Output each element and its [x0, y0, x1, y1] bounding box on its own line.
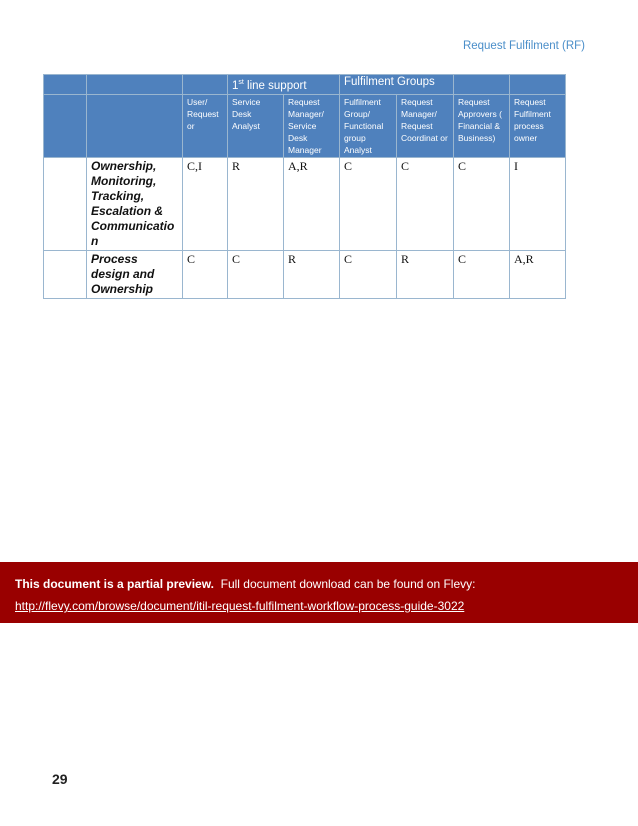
banner-message	[15, 577, 475, 591]
raci-value-cell: R	[397, 250, 454, 298]
raci-value-cell: I	[510, 157, 566, 250]
table-row	[44, 250, 566, 298]
raci-value-cell: C	[340, 157, 397, 250]
role-header-cell: Request Approvers ( Financial & Business)	[454, 94, 510, 157]
group-header-first-line-support: 1st line support	[228, 75, 340, 95]
page-header-title: Request Fulfilment (RF)	[462, 40, 585, 52]
banner-text: Full document download can be found on Flevy:	[220, 577, 476, 591]
row-blank-cell	[44, 250, 87, 298]
raci-value-cell: C	[183, 250, 228, 298]
raci-value-cell: C,I	[183, 157, 228, 250]
header-blank-cell	[87, 94, 183, 157]
banner-bold-text: This document is a partial preview.	[15, 577, 214, 591]
process-cell: Ownership, Monitoring, Tracking, Escalation & Communicatio n	[87, 157, 183, 250]
raci-value-cell: C	[454, 157, 510, 250]
role-header-cell: User/ Request or	[183, 94, 228, 157]
raci-value-cell: C	[454, 250, 510, 298]
header-blank-cell	[44, 75, 87, 95]
header-blank-cell	[87, 75, 183, 95]
preview-banner	[0, 562, 638, 623]
raci-value-cell: C	[397, 157, 454, 250]
row-blank-cell	[44, 157, 87, 250]
role-header-cell: Request Fulfilment process owner	[510, 94, 566, 157]
table-row	[44, 157, 566, 250]
header-blank-cell	[510, 75, 566, 95]
raci-table	[43, 74, 566, 299]
flevy-download-link[interactable]: http://flevy.com/browse/document/itil-request-fulfilment-workflow-process-guide-3022	[15, 599, 465, 613]
page-number: 29	[52, 771, 68, 787]
role-header-cell: Request Manager/ Service Desk Manager	[284, 94, 340, 157]
raci-value-cell: R	[284, 250, 340, 298]
raci-value-cell: C	[228, 250, 284, 298]
header-blank-cell	[183, 75, 228, 95]
role-header-cell: Fulfilment Group/ Functional group Analyst	[340, 94, 397, 157]
role-header-cell: Request Manager/ Request Coordinat or	[397, 94, 454, 157]
raci-value-cell: C	[340, 250, 397, 298]
raci-value-cell: A,R	[284, 157, 340, 250]
header-blank-cell	[44, 94, 87, 157]
header-blank-cell	[454, 75, 510, 95]
role-header-cell: Service Desk Analyst	[228, 94, 284, 157]
group-header-fulfilment-groups: Fulfilment Groups	[340, 75, 454, 95]
process-cell: Process design and Ownership	[87, 250, 183, 298]
table-role-header-row	[44, 94, 566, 157]
raci-value-cell: R	[228, 157, 284, 250]
table-group-header-row	[44, 75, 566, 95]
raci-value-cell: A,R	[510, 250, 566, 298]
